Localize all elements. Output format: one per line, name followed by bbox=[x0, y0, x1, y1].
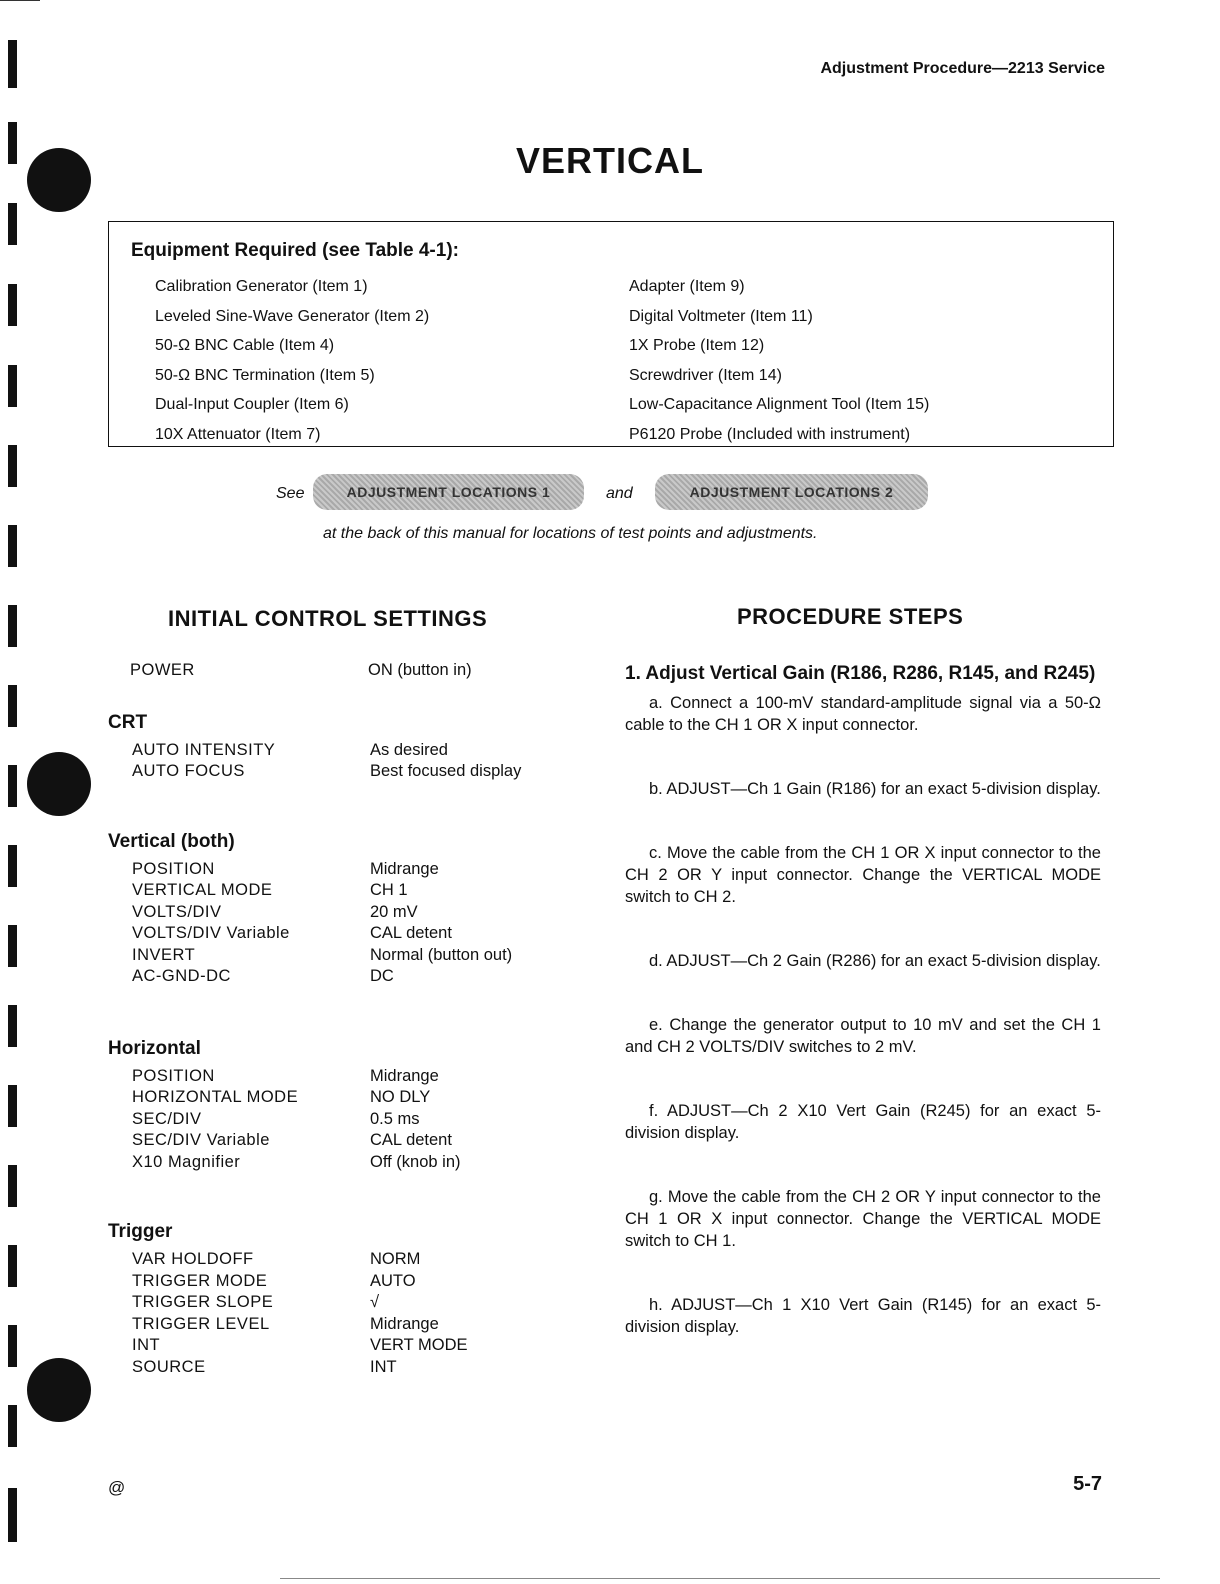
setting-row bbox=[108, 966, 568, 988]
step-h: h. ADJUST—Ch 1 X10 Vert Gain (R145) for an exact 5-division display. bbox=[625, 1296, 1101, 1336]
setting-value: 20 mV bbox=[370, 902, 418, 921]
setting-label: SEC/DIV bbox=[132, 1109, 202, 1128]
setting-value: NO DLY bbox=[370, 1088, 431, 1106]
binding-bar bbox=[8, 1245, 17, 1287]
binding-bar bbox=[8, 1005, 17, 1047]
setting-label: VOLTS/DIV bbox=[132, 902, 222, 921]
setting-row bbox=[108, 880, 568, 902]
setting-row bbox=[108, 1087, 568, 1109]
setting-row bbox=[108, 902, 568, 924]
page-number: 5-7 bbox=[1073, 1473, 1102, 1495]
group-heading-vertical: Vertical (both) bbox=[108, 830, 235, 852]
equipment-item: 50-Ω BNC Termination (Item 5) bbox=[155, 366, 375, 384]
setting-value: Midrange bbox=[370, 859, 439, 878]
step-e: e. Change the generator output to 10 mV and set the CH 1 and CH 2 VOLTS/DIV switches to 2 mV. bbox=[625, 1016, 1101, 1056]
setting-row bbox=[108, 761, 568, 783]
equipment-heading: Equipment Required (see Table 4-1): bbox=[131, 240, 459, 261]
setting-row bbox=[108, 1066, 568, 1088]
binding-bar bbox=[8, 685, 17, 727]
group-heading-trigger: Trigger bbox=[108, 1221, 173, 1242]
see-caption: at the back of this manual for locations of test points and adjustments. bbox=[323, 525, 818, 542]
setting-label: TRIGGER SLOPE bbox=[132, 1293, 274, 1311]
setting-value: INT bbox=[370, 1357, 397, 1376]
setting-value: Midrange bbox=[370, 1066, 439, 1085]
binding-bar bbox=[8, 1085, 17, 1127]
setting-label: TRIGGER LEVEL bbox=[132, 1314, 270, 1333]
setting-value: ON (button in) bbox=[368, 661, 472, 679]
step-d: d. ADJUST—Ch 2 Gain (R286) for an exact 5-division display. bbox=[649, 952, 1101, 970]
setting-label: SEC/DIV Variable bbox=[132, 1131, 270, 1149]
setting-value: As desired bbox=[370, 740, 448, 759]
binding-bar bbox=[8, 525, 17, 567]
setting-label: AC-GND-DC bbox=[132, 967, 231, 985]
binding-bar bbox=[8, 284, 17, 326]
setting-row bbox=[108, 1314, 568, 1336]
setting-label: X10 Magnifier bbox=[132, 1152, 241, 1171]
procedure-heading: PROCEDURE STEPS bbox=[737, 604, 964, 629]
trigger-slope-icon: √ bbox=[370, 1293, 380, 1311]
setting-row-power bbox=[108, 660, 568, 682]
group-heading-horizontal: Horizontal bbox=[108, 1037, 201, 1059]
setting-row bbox=[108, 740, 568, 762]
equipment-item: Low-Capacitance Alignment Tool (Item 15) bbox=[629, 396, 930, 414]
setting-label: VOLTS/DIV Variable bbox=[132, 924, 290, 942]
binding-bar bbox=[8, 1488, 17, 1542]
binding-bar bbox=[8, 605, 17, 647]
setting-label: INVERT bbox=[132, 945, 196, 964]
setting-row bbox=[108, 1357, 568, 1379]
setting-row bbox=[108, 923, 568, 945]
binding-bar bbox=[8, 765, 17, 807]
equipment-box bbox=[108, 221, 1114, 447]
binding-bar bbox=[8, 925, 17, 967]
equipment-list-right bbox=[629, 272, 929, 450]
procedure-steps bbox=[625, 662, 1101, 1338]
equipment-list-left bbox=[155, 272, 429, 450]
setting-row bbox=[108, 859, 568, 881]
see-reference bbox=[0, 474, 1220, 512]
footer-mark: @ bbox=[108, 1478, 126, 1497]
setting-label: VERTICAL MODE bbox=[132, 881, 273, 899]
setting-value: Best focused display bbox=[370, 762, 522, 780]
setting-label: VAR HOLDOFF bbox=[132, 1250, 254, 1268]
setting-value: AUTO bbox=[370, 1271, 416, 1290]
equipment-item: Adapter (Item 9) bbox=[629, 278, 745, 295]
adjustment-locations-1-tab[interactable]: ADJUSTMENT LOCATIONS 1 bbox=[313, 474, 584, 510]
setting-row bbox=[108, 1130, 568, 1152]
equipment-item: 50-Ω BNC Cable (Item 4) bbox=[155, 337, 335, 355]
setting-label: INT bbox=[132, 1336, 161, 1354]
setting-value: VERT MODE bbox=[370, 1336, 468, 1354]
initial-settings-heading: INITIAL CONTROL SETTINGS bbox=[168, 606, 488, 631]
see-word: See bbox=[276, 485, 305, 502]
equipment-item: Calibration Generator (Item 1) bbox=[155, 278, 368, 295]
setting-value: CAL detent bbox=[370, 924, 452, 942]
setting-label: AUTO INTENSITY bbox=[132, 740, 276, 759]
and-word: and bbox=[606, 485, 633, 502]
setting-value: Off (knob in) bbox=[370, 1152, 461, 1171]
step-f: f. ADJUST—Ch 2 X10 Vert Gain (R245) for an exact 5-division display. bbox=[625, 1102, 1101, 1142]
setting-row bbox=[108, 1109, 568, 1131]
adjustment-locations-2-tab[interactable]: ADJUSTMENT LOCATIONS 2 bbox=[655, 474, 928, 510]
setting-label: POWER bbox=[130, 661, 195, 679]
setting-row bbox=[108, 1271, 568, 1293]
setting-label: HORIZONTAL MODE bbox=[132, 1088, 299, 1106]
setting-row bbox=[108, 1152, 568, 1174]
setting-label: POSITION bbox=[132, 859, 215, 878]
setting-row bbox=[108, 1249, 568, 1271]
equipment-item: Leveled Sine-Wave Generator (Item 2) bbox=[155, 307, 430, 325]
setting-label: AUTO FOCUS bbox=[132, 762, 245, 780]
step-g: g. Move the cable from the CH 2 OR Y input connector to the CH 1 OR X input connector. Change the VERTICAL MODE switch to CH 1. bbox=[625, 1188, 1101, 1250]
setting-row bbox=[108, 945, 568, 967]
setting-value: CAL detent bbox=[370, 1131, 452, 1149]
punch-hole bbox=[27, 752, 91, 816]
binding-bar bbox=[8, 1405, 17, 1447]
step-b: b. ADJUST—Ch 1 Gain (R186) for an exact 5-division display. bbox=[649, 780, 1101, 798]
scan-edge-line bbox=[0, 0, 40, 1]
equipment-item: Screwdriver (Item 14) bbox=[629, 366, 782, 384]
binding-bar bbox=[8, 1165, 17, 1207]
binding-bar bbox=[8, 40, 17, 88]
step-a: a. Connect a 100-mV standard-amplitude signal via a 50-Ω cable to the CH 1 OR X input connector. bbox=[625, 694, 1101, 734]
running-header: Adjustment Procedure—2213 Service bbox=[820, 60, 1105, 77]
setting-value: CH 1 bbox=[370, 881, 408, 899]
setting-label: SOURCE bbox=[132, 1357, 206, 1376]
step-c: c. Move the cable from the CH 1 OR X input connector to the CH 2 OR Y input connector. Change the VERTICAL MODE switch to CH 2. bbox=[625, 844, 1101, 906]
binding-bar bbox=[8, 845, 17, 887]
setting-label: TRIGGER MODE bbox=[132, 1271, 268, 1290]
setting-row bbox=[108, 1335, 568, 1357]
setting-value: 0.5 ms bbox=[370, 1109, 420, 1128]
scan-edge-line bbox=[280, 1578, 1160, 1579]
binding-bar bbox=[8, 203, 17, 245]
equipment-item: 10X Attenuator (Item 7) bbox=[155, 425, 321, 443]
equipment-item: Dual-Input Coupler (Item 6) bbox=[155, 396, 349, 414]
initial-settings bbox=[108, 660, 568, 1378]
equipment-item: Digital Voltmeter (Item 11) bbox=[629, 307, 813, 325]
setting-label: POSITION bbox=[132, 1066, 215, 1085]
setting-value: Normal (button out) bbox=[370, 945, 513, 964]
setting-row bbox=[108, 1292, 568, 1314]
binding-bar bbox=[8, 365, 17, 407]
setting-value: Midrange bbox=[370, 1314, 439, 1333]
page-title: VERTICAL bbox=[516, 140, 704, 181]
setting-value: DC bbox=[370, 967, 394, 985]
punch-hole bbox=[27, 1358, 91, 1422]
equipment-item: 1X Probe (Item 12) bbox=[629, 337, 765, 355]
group-heading-crt: CRT bbox=[108, 711, 148, 733]
step-title: 1. Adjust Vertical Gain (R186, R286, R145, and R245) bbox=[625, 663, 1096, 684]
binding-bar bbox=[8, 1325, 17, 1367]
setting-value: NORM bbox=[370, 1250, 421, 1268]
equipment-item: P6120 Probe (Included with instrument) bbox=[629, 425, 911, 443]
